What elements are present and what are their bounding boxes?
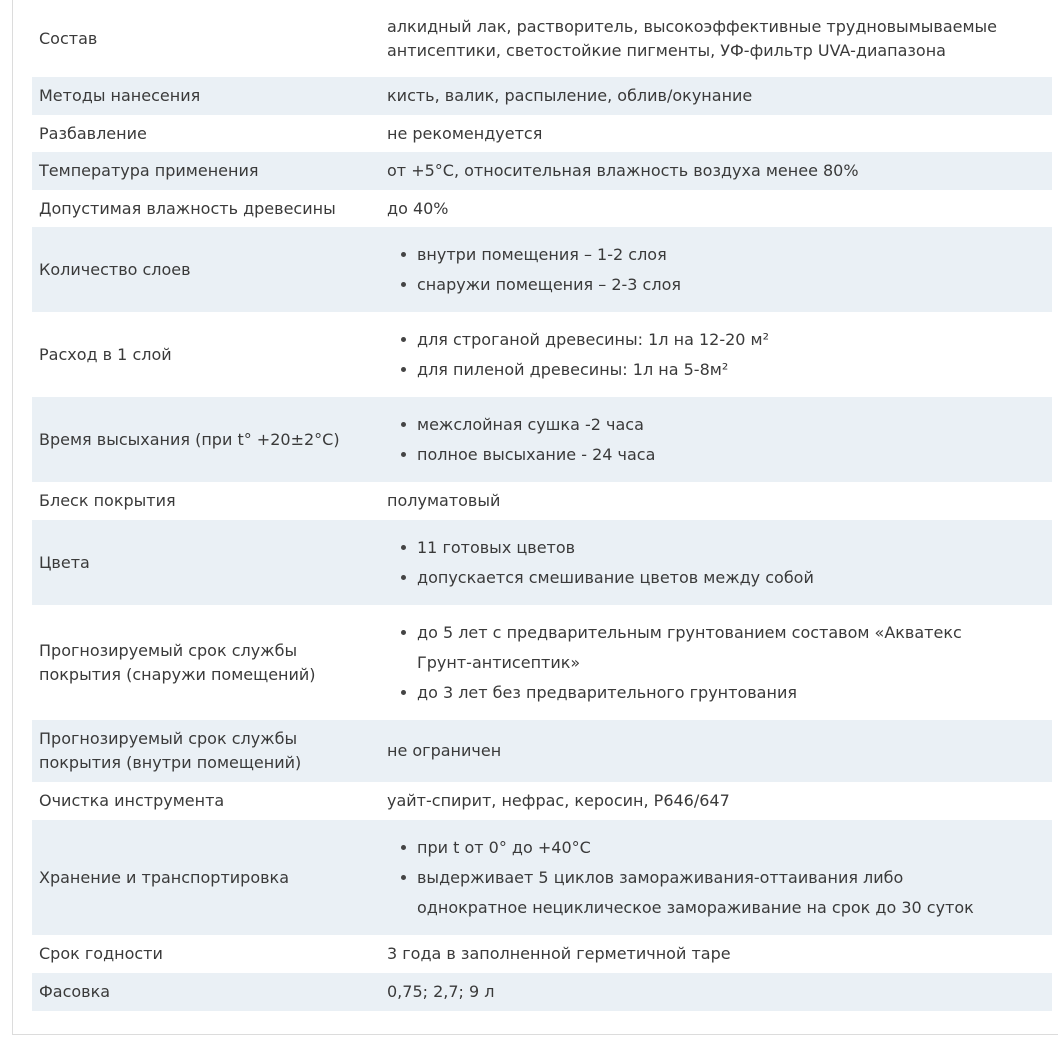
table-row bbox=[32, 782, 1052, 820]
spec-label: Время высыхания (при t° +20±2°С) bbox=[32, 397, 381, 482]
spec-value bbox=[381, 312, 1052, 397]
table-row bbox=[32, 820, 1052, 935]
list-item: допускается смешивание цветов между собой bbox=[417, 563, 1012, 593]
spec-value: полуматовый bbox=[381, 482, 1052, 520]
table-row bbox=[32, 77, 1052, 115]
spec-value: кисть, валик, распыление, облив/окунание bbox=[381, 77, 1052, 115]
spec-value bbox=[381, 820, 1052, 935]
bullet-list bbox=[387, 410, 1012, 470]
table-row bbox=[32, 115, 1052, 152]
spec-value bbox=[381, 605, 1052, 720]
spec-label: Разбавление bbox=[32, 115, 381, 152]
spec-value bbox=[381, 227, 1052, 312]
spec-label: Состав bbox=[32, 0, 381, 77]
bullet-list bbox=[387, 240, 1012, 300]
spec-value: 3 года в заполненной герметичной таре bbox=[381, 935, 1052, 973]
list-item: для пиленой древесины: 1л на 5-8м² bbox=[417, 355, 1012, 385]
list-item: внутри помещения – 1-2 слоя bbox=[417, 240, 1012, 270]
list-item: до 3 лет без предварительного грунтования bbox=[417, 678, 1012, 708]
spec-label: Очистка инструмента bbox=[32, 782, 381, 820]
spec-label: Количество слоев bbox=[32, 227, 381, 312]
spec-label: Температура применения bbox=[32, 152, 381, 190]
bullet-list bbox=[387, 618, 1012, 708]
list-item: 11 готовых цветов bbox=[417, 533, 1012, 563]
spec-label: Срок годности bbox=[32, 935, 381, 973]
list-item: при t от 0° до +40°С bbox=[417, 833, 1012, 863]
spec-label: Цвета bbox=[32, 520, 381, 605]
list-item: снаружи помещения – 2-3 слоя bbox=[417, 270, 1012, 300]
table-row bbox=[32, 720, 1052, 782]
spec-label: Прогнозируемый срок службы покрытия (снаружи помещений) bbox=[32, 605, 381, 720]
spec-label: Фасовка bbox=[32, 973, 381, 1011]
bullet-list bbox=[387, 833, 1012, 923]
spec-value bbox=[381, 520, 1052, 605]
spec-label: Блеск покрытия bbox=[32, 482, 381, 520]
spec-value: не ограничен bbox=[381, 720, 1052, 782]
table-row bbox=[32, 973, 1052, 1011]
table-row bbox=[32, 152, 1052, 190]
spec-value bbox=[381, 397, 1052, 482]
bullet-list bbox=[387, 325, 1012, 385]
table-row bbox=[32, 190, 1052, 227]
table-row bbox=[32, 312, 1052, 397]
table-row bbox=[32, 0, 1052, 77]
spec-label: Прогнозируемый срок службы покрытия (внутри помещений) bbox=[32, 720, 381, 782]
spec-label: Допустимая влажность древесины bbox=[32, 190, 381, 227]
bullet-list bbox=[387, 533, 1012, 593]
table-row bbox=[32, 397, 1052, 482]
spec-value: от +5°С, относительная влажность воздуха менее 80% bbox=[381, 152, 1052, 190]
list-item: для строганой древесины: 1л на 12-20 м² bbox=[417, 325, 1012, 355]
spec-label: Методы нанесения bbox=[32, 77, 381, 115]
spec-label: Хранение и транспортировка bbox=[32, 820, 381, 935]
spec-value: до 40% bbox=[381, 190, 1052, 227]
list-item: до 5 лет с предварительным грунтованием составом «Акватекс Грунт-антисептик» bbox=[417, 618, 1012, 678]
list-item: выдерживает 5 циклов замораживания-оттаивания либо однократное нециклическое замораживание на срок до 30 суток bbox=[417, 863, 1012, 923]
table-row bbox=[32, 605, 1052, 720]
table-row bbox=[32, 935, 1052, 973]
spec-label: Расход в 1 слой bbox=[32, 312, 381, 397]
spec-value: 0,75; 2,7; 9 л bbox=[381, 973, 1052, 1011]
spec-value: уайт-спирит, нефрас, керосин, Р646/647 bbox=[381, 782, 1052, 820]
spec-value: алкидный лак, растворитель, высокоэффективные трудновымываемые антисептики, светостойкие пигменты, УФ-фильтр UVA-диапазона bbox=[381, 0, 1052, 77]
specifications-table bbox=[32, 0, 1052, 1011]
spec-value: не рекомендуется bbox=[381, 115, 1052, 152]
list-item: полное высыхание - 24 часа bbox=[417, 440, 1012, 470]
table-row bbox=[32, 520, 1052, 605]
list-item: межслойная сушка -2 часа bbox=[417, 410, 1012, 440]
table-row bbox=[32, 482, 1052, 520]
table-row bbox=[32, 227, 1052, 312]
